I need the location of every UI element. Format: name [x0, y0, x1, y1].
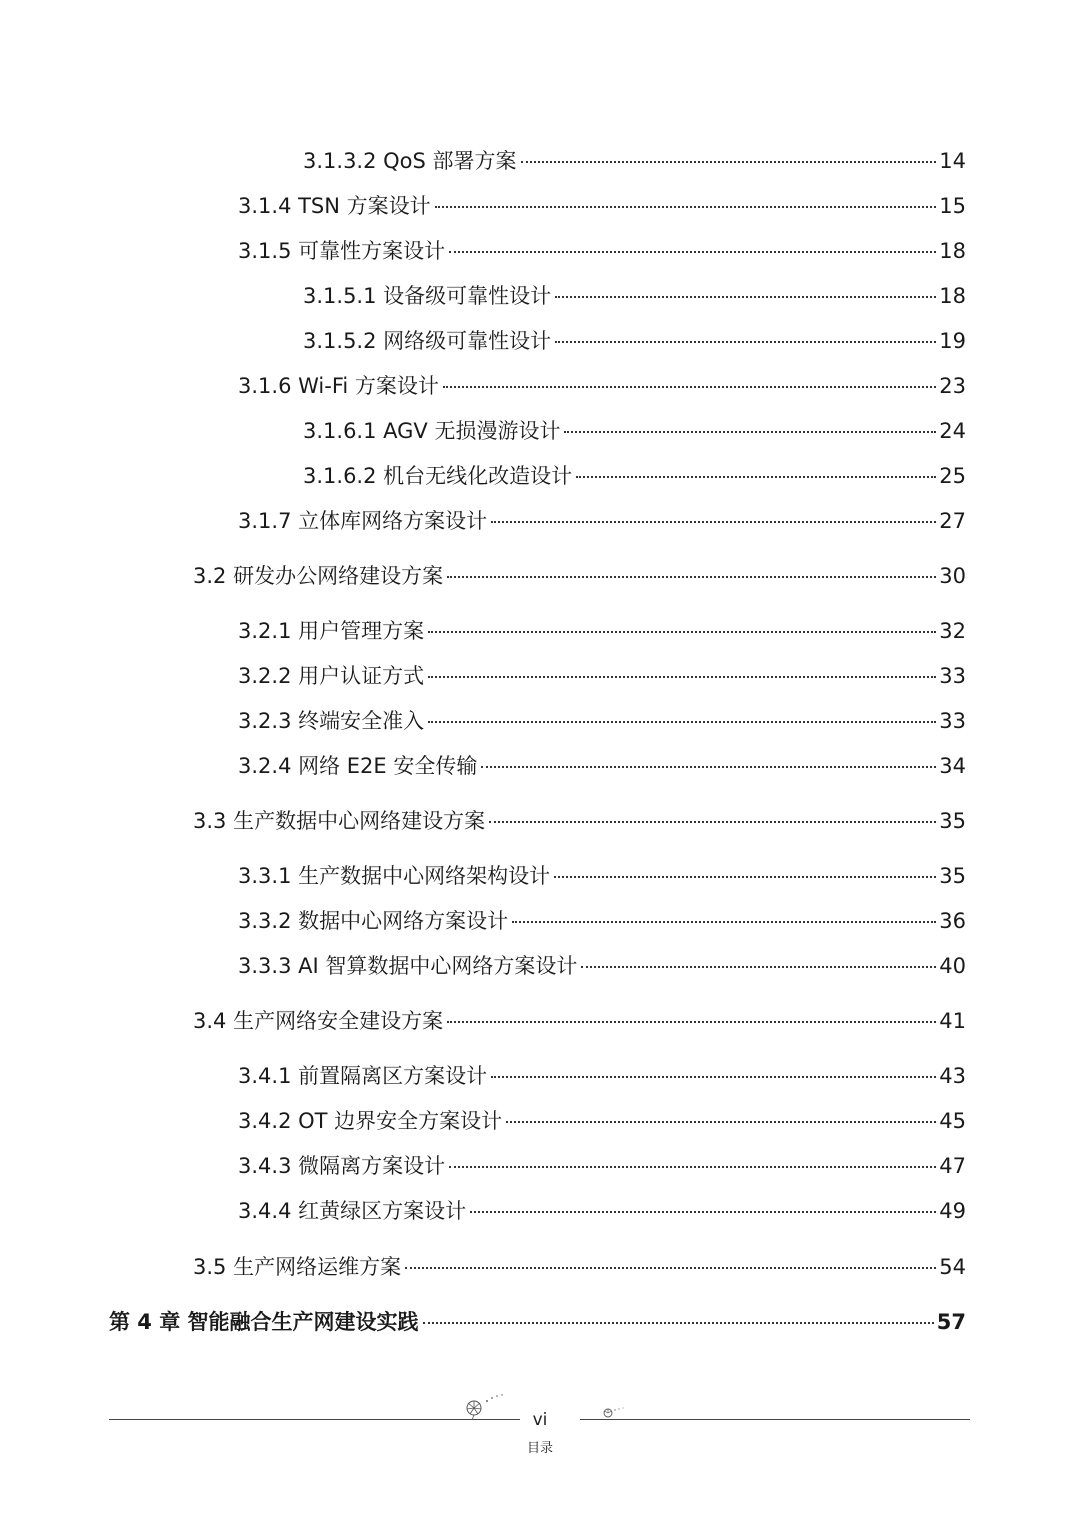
- toc-entry-page: 23: [939, 374, 966, 398]
- toc-entry-page: 24: [939, 419, 966, 443]
- toc-leader: [428, 676, 936, 678]
- toc-entry-page: 41: [939, 1009, 966, 1033]
- toc-entry[interactable]: [238, 237, 966, 265]
- toc-entry-title: 3.2.4 网络 E2E 安全传输: [238, 754, 478, 778]
- toc-entry-page: 30: [939, 564, 966, 588]
- toc-entry-page: 49: [939, 1199, 966, 1223]
- toc-entry-page: 33: [939, 664, 966, 688]
- toc-entry-page: 45: [939, 1109, 966, 1133]
- toc-entry-title: 3.1.6.2 机台无线化改造设计: [303, 464, 573, 488]
- toc-entry-page: 27: [939, 509, 966, 533]
- toc-entry[interactable]: [238, 907, 966, 935]
- toc-entry-page: 35: [939, 809, 966, 833]
- toc-entry-title: 3.4.3 微隔离方案设计: [238, 1154, 446, 1178]
- toc-entry[interactable]: [193, 562, 966, 590]
- toc-leader: [449, 251, 936, 253]
- toc-entry[interactable]: [238, 952, 966, 980]
- toc-leader: [443, 386, 936, 388]
- toc-entry-title: 3.2 研发办公网络建设方案: [193, 564, 444, 588]
- toc-entry-title: 3.2.3 终端安全准入: [238, 709, 425, 733]
- toc-entry-title: 3.2.2 用户认证方式: [238, 664, 425, 688]
- toc-entry[interactable]: [303, 327, 966, 355]
- toc-entry-page: 18: [939, 284, 966, 308]
- toc-entry-page: 47: [939, 1154, 966, 1178]
- toc-leader: [576, 476, 936, 478]
- toc-entry[interactable]: [193, 1007, 966, 1035]
- toc-leader: [555, 296, 936, 298]
- toc-entry-page: 15: [939, 194, 966, 218]
- toc-entry-title: 3.1.6 Wi-Fi 方案设计: [238, 374, 439, 398]
- toc-entry-page: 34: [939, 754, 966, 778]
- toc-entry-page: 54: [939, 1255, 966, 1279]
- toc-entry[interactable]: [238, 707, 966, 735]
- toc-entry-page: 40: [939, 954, 966, 978]
- toc-leader: [405, 1267, 936, 1269]
- toc-leader: [521, 161, 937, 163]
- toc-chapter-entry[interactable]: [109, 1308, 966, 1336]
- toc-entry-title: 3.1.3.2 QoS 部署方案: [303, 149, 517, 173]
- toc-entry-page: 43: [939, 1064, 966, 1088]
- toc-entry-page: 36: [939, 909, 966, 933]
- toc-leader: [555, 341, 936, 343]
- toc-leader: [470, 1211, 936, 1213]
- toc-entry-title: 3.3 生产数据中心网络建设方案: [193, 809, 486, 833]
- toc-leader: [506, 1121, 936, 1123]
- toc-entry[interactable]: [238, 192, 966, 220]
- toc-entry-title: 3.3.1 生产数据中心网络架构设计: [238, 864, 551, 888]
- toc-entry-page: 33: [939, 709, 966, 733]
- toc-entry-title: 3.4.1 前置隔离区方案设计: [238, 1064, 488, 1088]
- toc-leader: [447, 1021, 936, 1023]
- toc-entry-page: 57: [936, 1310, 966, 1334]
- toc-entry-title: 3.3.3 AI 智算数据中心网络方案设计: [238, 954, 578, 978]
- toc-entry[interactable]: [193, 1253, 966, 1281]
- toc-entry-title: 3.1.5 可靠性方案设计: [238, 239, 446, 263]
- toc-entry-title: 第 4 章 智能融合生产网建设实践: [109, 1310, 419, 1334]
- toc-entry[interactable]: [303, 417, 966, 445]
- toc-entry-title: 3.1.7 立体库网络方案设计: [238, 509, 488, 533]
- toc-entry-page: 14: [939, 149, 966, 173]
- toc-leader: [491, 521, 936, 523]
- toc-entry-title: 3.4.2 OT 边界安全方案设计: [238, 1109, 503, 1133]
- toc-entry[interactable]: [238, 862, 966, 890]
- toc-leader: [564, 431, 936, 433]
- toc-entry-title: 3.1.4 TSN 方案设计: [238, 194, 431, 218]
- toc-entry-page: 19: [939, 329, 966, 353]
- page-number: vi: [532, 1410, 548, 1430]
- toc-leader: [449, 1166, 936, 1168]
- toc-entry[interactable]: [303, 147, 966, 175]
- toc-entry-page: 32: [939, 619, 966, 643]
- toc-entry-title: 3.1.6.1 AGV 无损漫游设计: [303, 419, 561, 443]
- toc-entry-title: 3.2.1 用户管理方案: [238, 619, 425, 643]
- toc-leader: [428, 721, 936, 723]
- toc-leader: [428, 631, 936, 633]
- toc-entry[interactable]: [238, 507, 966, 535]
- toc-entry-title: 3.1.5.2 网络级可靠性设计: [303, 329, 552, 353]
- toc-entry-title: 3.5 生产网络运维方案: [193, 1255, 402, 1279]
- toc-entry-page: 25: [939, 464, 966, 488]
- footer-section-label: 目录: [526, 1441, 553, 1456]
- toc-entry[interactable]: [303, 462, 966, 490]
- toc-entry[interactable]: [238, 1062, 966, 1090]
- toc-entry[interactable]: [238, 752, 966, 780]
- toc-leader: [512, 921, 936, 923]
- toc-leader: [491, 1076, 936, 1078]
- toc-leader: [581, 966, 936, 968]
- toc-entry[interactable]: [303, 282, 966, 310]
- toc-entry-title: 3.1.5.1 设备级可靠性设计: [303, 284, 552, 308]
- toc-leader: [554, 876, 936, 878]
- toc-entry-title: 3.4 生产网络安全建设方案: [193, 1009, 444, 1033]
- toc-entry-title: 3.3.2 数据中心网络方案设计: [238, 909, 509, 933]
- toc-entry-title: 3.4.4 红黄绿区方案设计: [238, 1199, 467, 1223]
- toc-entry[interactable]: [238, 1107, 966, 1135]
- toc-entry[interactable]: [238, 372, 966, 400]
- toc-leader: [481, 766, 936, 768]
- toc-leader: [423, 1322, 934, 1324]
- toc-entry[interactable]: [238, 662, 966, 690]
- toc-entry[interactable]: [238, 617, 966, 645]
- toc-leader: [447, 576, 936, 578]
- toc-leader: [489, 821, 936, 823]
- toc-entry-page: 18: [939, 239, 966, 263]
- toc-entry[interactable]: [238, 1152, 966, 1180]
- toc-entry[interactable]: [238, 1197, 966, 1225]
- toc-entry-page: 35: [939, 864, 966, 888]
- toc-entry[interactable]: [193, 807, 966, 835]
- toc-leader: [435, 206, 937, 208]
